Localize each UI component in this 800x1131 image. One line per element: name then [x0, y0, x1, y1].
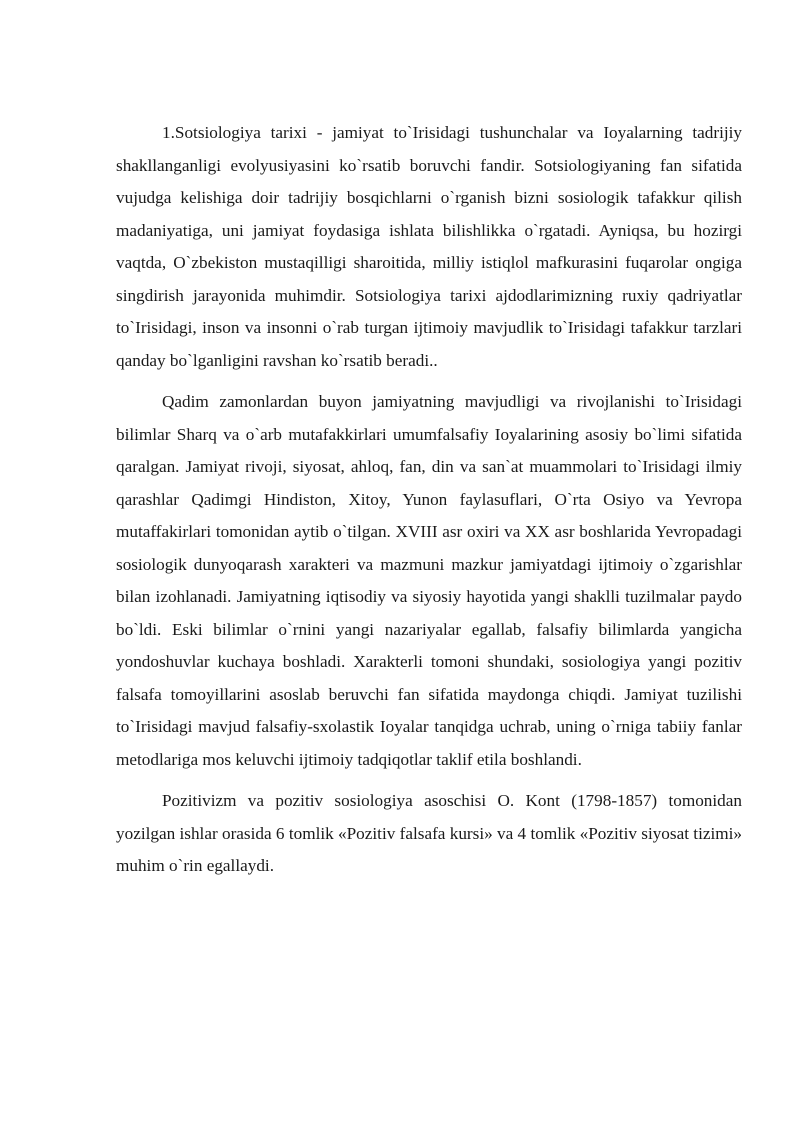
document-body	[116, 117, 742, 883]
paragraph-sociology-history: 1.Sotsiologiya tarixi - jamiyat to`Irisidagi tushunchalar va Ioyalarning tadrijiy shakllanganligi evolyusiyasini ko`rsatib boruvchi fandir. Sotsiologiyaning fan sifatida vujudga kelishiga doir tadrijiy bosqichlarni o`rganish bizni sosiologik tafakkur qilish madaniyatiga, uni jamiyat foydasiga ishlata bilishlikka o`rgatadi. Ayniqsa, bu hozirgi vaqtda, O`zbekiston mustaqilligi sharoitida, milliy istiqlol mafkurasini fuqarolar ongiga singdirish jarayonida muhimdir. Sotsiologiya tarixi ajdodlarimizning ruxiy qadriyatlar to`Irisidagi, inson va insonni o`rab turgan ijtimoiy mavjudlik to`Irisidagi tafakkur tarzlari qanday bo`lganligini ravshan ko`rsatib beradi..	[116, 123, 742, 370]
paragraph-ancient-knowledge: Qadim zamonlardan buyon jamiyatning mavjudligi va rivojlanishi to`Irisidagi bilimlar Sharq va o`arb mutafakkirlari umumfalsafiy Ioyalarining asosiy bo`limi sifatida qaralgan. Jamiyat rivoji, siyosat, ahloq, fan, din va san`at muammolari to`Irisidagi ilmiy qarashlar Qadimgi Hindiston, Xitoy, Yunon faylasuflari, O`rta Osiyo va Yevropa mutaffakirlari tomonidan aytib o`tilgan. XVIII asr oxiri va XX asr boshlarida Yevropadagi sosiologik dunyoqarash xarakteri va mazmuni mazkur jamiyatdagi ijtimoiy o`zgarishlar bilan izohlanadi. Jamiyatning iqtisodiy va siyosiy hayotida yangi shaklli tuzilmalar paydo bo`ldi. Eski bilimlar o`rnini yangi nazariyalar egallab, falsafiy bilimlarda yangicha yondoshuvlar kuchaya boshladi. Xarakterli tomoni shundaki, sosiologiya yangi pozitiv falsafa tomoyillarini asoslab beruvchi fan sifatida maydonga chiqdi. Jamiyat tuzilishi to`Irisidagi mavjud falsafiy-sxolastik Ioyalar tanqidga uchrab, uning o`rniga tabiiy fanlar metodlariga mos keluvchi ijtimoiy tadqiqotlar taklif etila boshlandi.	[116, 392, 742, 769]
paragraph-positivism-kont: Pozitivizm va pozitiv sosiologiya asoschisi O. Kont (1798-1857) tomonidan yozilgan ishlar orasida 6 tomlik «Pozitiv falsafa kursi» va 4 tomlik «Pozitiv siyosat tizimi» muhim o`rin egallaydi.	[116, 791, 742, 875]
